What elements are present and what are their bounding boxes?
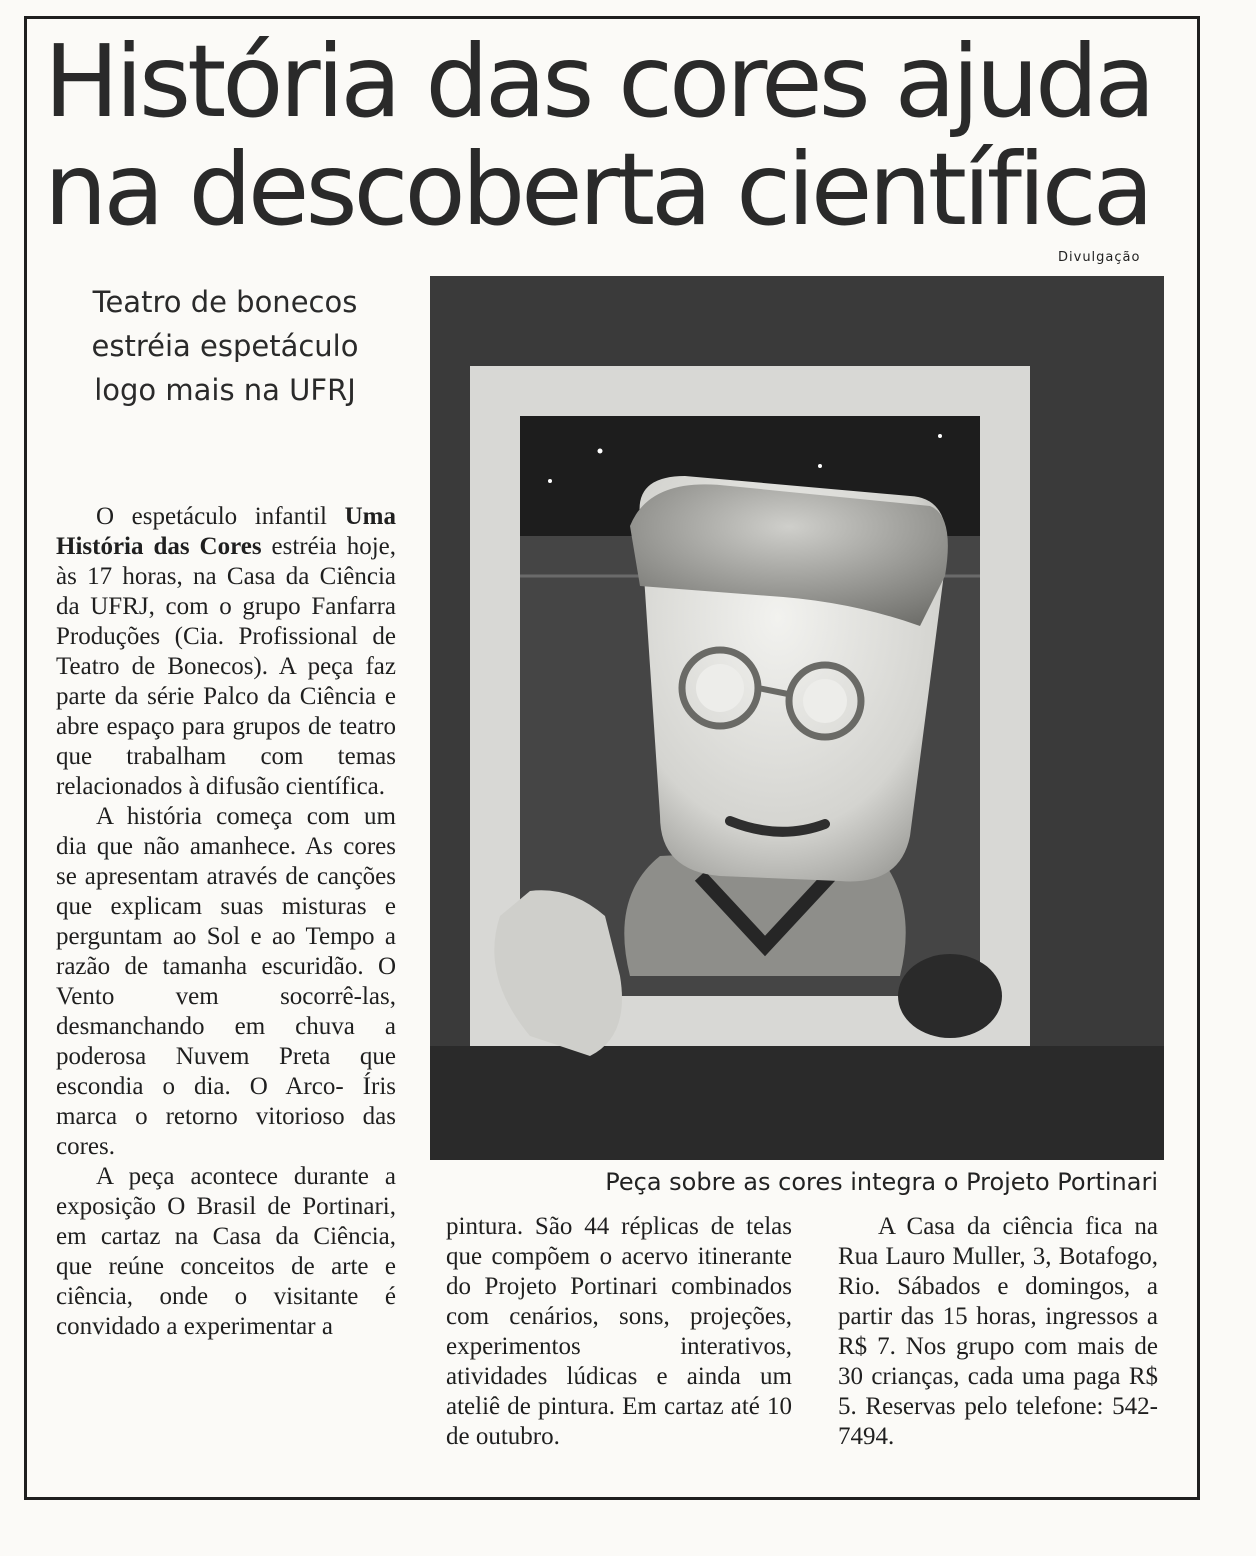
puppet-photo xyxy=(430,276,1164,1160)
photo-credit: Divulgação xyxy=(1058,250,1141,265)
show-title: Uma História das Cores xyxy=(56,503,397,560)
paragraph: A história começa com um dia que não amanhece. As cores se apresentam através de canções que explicam suas misturas e perguntam ao Sol e ao Tempo a razão de tamanha escuridão. O Vento vem socorrê-las, desmanchando em chuva a poderosa Nuvem Preta que escondia o dia. O Arco- Íris marca o retorno vitorioso das cores. xyxy=(56,803,396,1160)
subtitle: Teatro de bonecos estréia espetáculo logo mais na UFRJ xyxy=(91,285,359,407)
photo-caption: Peça sobre as cores integra o Projeto Portinari xyxy=(605,1168,1158,1196)
paragraph-text: estréia hoje, às 17 horas, na Casa da Ciência da UFRJ, com o grupo Fanfarra Produções (Cia. Profissional de Teatro de Bonecos). A peça faz parte da série Palco da Ciência e abre espaço para grupos de teatro que trabalham com temas relacionados à difusão científica. xyxy=(56,533,396,800)
article-column-1 xyxy=(56,502,396,1342)
article-column-3 xyxy=(838,1212,1158,1452)
paragraph-lead: O espetáculo infantil xyxy=(96,503,327,530)
headline: História das cores ajuda na descoberta científica xyxy=(44,23,1152,248)
puppet-illustration xyxy=(430,276,1164,1160)
paragraph: A peça acontece durante a exposição O Brasil de Portinari, em cartaz na Casa da Ciência, que reúne conceitos de arte e ciência, onde o visitante é convidado a experimentar a xyxy=(56,1163,396,1340)
paragraph: A Casa da ciência fica na Rua Lauro Muller, 3, Botafogo, Rio. Sábados e domingos, a partir das 15 horas, ingressos a R$ 7. Nos grupo com mais de 30 crianças, cada uma paga R$ 5. Reservas pelo telefone: 542-7494. xyxy=(838,1213,1158,1450)
article-column-2 xyxy=(446,1212,792,1452)
paragraph: pintura. São 44 réplicas de telas que compõem o acervo itinerante do Projeto Portinari combinados com cenários, sons, projeções, experimentos interativos, atividades lúdicas e ainda um ateliê de pintura. Em cartaz até 10 de outubro. xyxy=(446,1213,792,1450)
paragraph xyxy=(56,502,396,802)
